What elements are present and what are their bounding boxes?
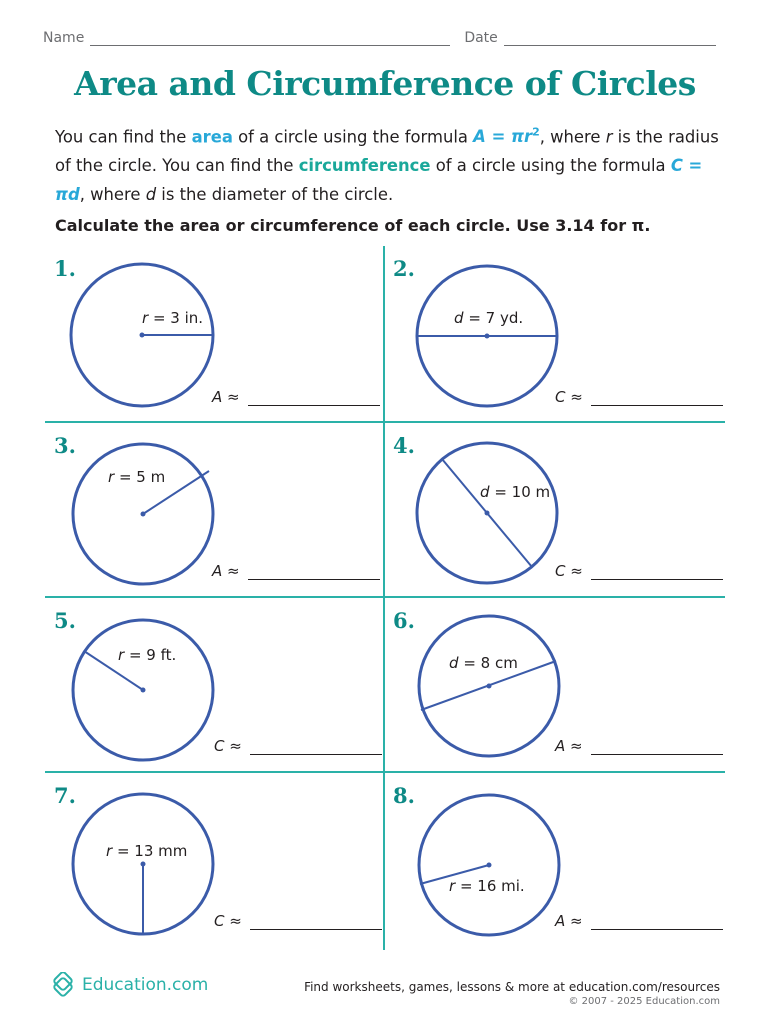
- answer-line[interactable]: [212, 388, 380, 406]
- circle-diagram: [70, 441, 216, 587]
- measure-value: = 9 ft.: [128, 646, 177, 664]
- measure-value: = 5 m: [118, 468, 166, 486]
- answer-blank[interactable]: [248, 391, 380, 406]
- circle-measure-label: [449, 877, 525, 895]
- name-field[interactable]: [90, 30, 450, 46]
- grid-divider-horizontal: [45, 596, 725, 598]
- grid-divider-horizontal: [45, 421, 725, 423]
- problem-number: 8.: [393, 783, 415, 808]
- intro-text: is the diameter of the circle.: [156, 185, 394, 205]
- logo-text: Education.com: [82, 975, 209, 995]
- measure-var: d: [454, 309, 464, 327]
- problem-number: 7.: [54, 783, 76, 808]
- intro-var-d: d: [145, 185, 157, 205]
- measure-value: = 8 cm: [463, 654, 518, 672]
- answer-blank[interactable]: [591, 391, 723, 406]
- grid-divider-vertical: [383, 246, 385, 950]
- answer-var: A ≈: [212, 388, 240, 406]
- footer-tagline: Find worksheets, games, lessons & more at education.com/resources: [304, 980, 720, 994]
- answer-blank[interactable]: [250, 915, 382, 930]
- answer-blank[interactable]: [591, 565, 723, 580]
- answer-var: A ≈: [555, 737, 583, 755]
- answer-var: C ≈: [214, 737, 242, 755]
- problem-number: 4.: [393, 433, 415, 458]
- page-title: Area and Circumference of Circles: [74, 64, 696, 103]
- measure-var: r: [142, 309, 149, 327]
- circle-measure-label: [454, 309, 523, 327]
- measure-var: d: [480, 483, 490, 501]
- answer-line[interactable]: [555, 388, 723, 406]
- measure-var: r: [108, 468, 115, 486]
- circle-measure-label: [449, 654, 518, 672]
- measure-var: d: [449, 654, 459, 672]
- circle-diagram: [70, 791, 216, 937]
- intro-paragraph: [55, 118, 725, 209]
- circumference-formula-text: C = πd: [55, 156, 703, 205]
- answer-line[interactable]: [555, 737, 723, 755]
- name-date-row: [43, 30, 723, 46]
- circle-measure-label: [480, 483, 550, 501]
- circle-measure-label: [108, 468, 165, 486]
- answer-var: C ≈: [555, 562, 583, 580]
- circumference-term: circumference: [298, 156, 431, 176]
- footer-info: [220, 980, 720, 1007]
- area-formula-exponent: 2: [532, 126, 540, 139]
- answer-blank[interactable]: [591, 740, 723, 755]
- name-label: Name: [43, 30, 85, 46]
- grid-divider-horizontal: [45, 771, 725, 773]
- answer-blank[interactable]: [591, 915, 723, 930]
- date-label: Date: [464, 30, 498, 46]
- instructions: Calculate the area or circumference of each circle. Use 3.14 for π.: [55, 216, 651, 235]
- measure-var: r: [449, 877, 456, 895]
- education-logo-icon: [50, 972, 76, 998]
- circle-diagram: [70, 617, 216, 763]
- measure-var: r: [106, 842, 113, 860]
- measure-var: r: [118, 646, 125, 664]
- answer-var: A ≈: [555, 912, 583, 930]
- answer-var: A ≈: [212, 562, 240, 580]
- measure-value: = 16 mi.: [459, 877, 525, 895]
- problem-number: 6.: [393, 608, 415, 633]
- circle-measure-label: [118, 646, 176, 664]
- circle-diagram: [414, 440, 560, 586]
- date-field[interactable]: [504, 30, 716, 46]
- footer-copyright: © 2007 - 2025 Education.com: [568, 996, 720, 1007]
- intro-text: , where: [539, 127, 606, 147]
- circle-diagram: [416, 792, 562, 938]
- area-formula: [473, 127, 540, 146]
- problem-number: 2.: [393, 256, 415, 281]
- intro-text: of a circle using the formula: [232, 127, 474, 147]
- intro-var-r: r: [605, 127, 613, 147]
- intro-text: You can find the: [55, 127, 192, 147]
- answer-var: C ≈: [214, 912, 242, 930]
- answer-line[interactable]: [214, 912, 382, 930]
- area-formula-text: A = πr: [473, 127, 533, 147]
- circle-diagram: [68, 261, 216, 409]
- intro-text: of a circle using the formula: [430, 156, 671, 176]
- measure-value: = 10 m: [494, 483, 551, 501]
- intro-text: is the radius of the circle. You can find the: [55, 127, 719, 176]
- area-term: area: [191, 127, 233, 147]
- problem-number: 3.: [54, 433, 76, 458]
- answer-blank[interactable]: [250, 740, 382, 755]
- intro-text: , where: [79, 185, 146, 205]
- answer-line[interactable]: [214, 737, 382, 755]
- answer-line[interactable]: [555, 912, 723, 930]
- answer-var: C ≈: [555, 388, 583, 406]
- problem-number: 1.: [54, 256, 76, 281]
- circle-diagram: [416, 613, 562, 759]
- measure-value: = 7 yd.: [468, 309, 524, 327]
- answer-blank[interactable]: [248, 565, 380, 580]
- circle-diagram: [414, 263, 560, 409]
- measure-value: = 13 mm: [116, 842, 188, 860]
- problem-number: 5.: [54, 608, 76, 633]
- education-logo[interactable]: [50, 972, 208, 998]
- circle-measure-label: [106, 842, 187, 860]
- circle-measure-label: [142, 309, 203, 327]
- measure-value: = 3 in.: [152, 309, 204, 327]
- answer-line[interactable]: [212, 562, 380, 580]
- answer-line[interactable]: [555, 562, 723, 580]
